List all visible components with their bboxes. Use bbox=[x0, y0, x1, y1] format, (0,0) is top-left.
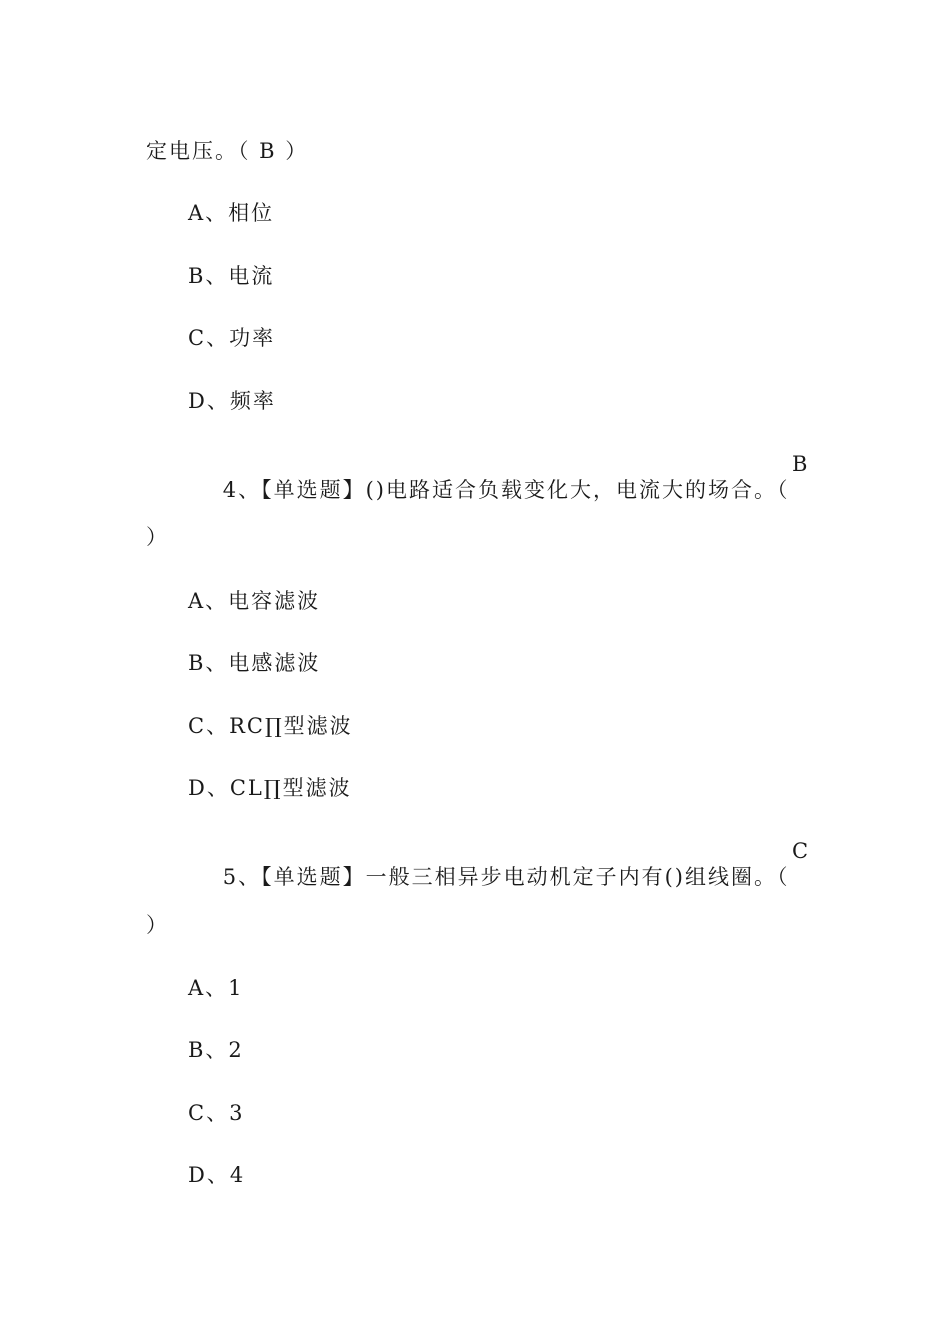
q5-option-b: B、2 bbox=[188, 1038, 244, 1062]
q4-closing-paren: ） bbox=[146, 525, 169, 549]
q4-option-c: C、RC∏型滤波 bbox=[188, 714, 353, 738]
q4-answer: B bbox=[792, 452, 810, 476]
q4-number: 4、 bbox=[222, 478, 262, 502]
q5-number: 5、 bbox=[222, 865, 262, 889]
q3-option-d: D、频率 bbox=[188, 389, 276, 413]
q3-option-c: C、功率 bbox=[188, 326, 276, 350]
q3-option-b: B、电流 bbox=[188, 264, 275, 288]
q5-type-tag: 【单选题】 bbox=[261, 865, 366, 889]
q5-option-c: C、3 bbox=[188, 1101, 245, 1125]
q4-option-a: A、电容滤波 bbox=[188, 589, 321, 613]
q4-stem-text: ()电路适合负载变化大，电流大的场合。（ bbox=[365, 478, 790, 502]
q3-stem-continuation: 定电压。（ B ） bbox=[146, 139, 309, 163]
q5-answer: C bbox=[792, 839, 811, 863]
q4-stem bbox=[188, 451, 789, 529]
q5-closing-paren: ） bbox=[146, 913, 169, 937]
q4-option-b: B、电感滤波 bbox=[188, 651, 321, 675]
q5-option-a: A、1 bbox=[188, 976, 244, 1000]
q5-option-d: D、4 bbox=[188, 1163, 246, 1187]
q5-stem-text: 一般三相异步电动机定子内有()组线圈。（ bbox=[365, 865, 790, 889]
q5-stem bbox=[188, 838, 789, 916]
q4-type-tag: 【单选题】 bbox=[261, 478, 366, 502]
q3-option-a: A、相位 bbox=[188, 201, 275, 225]
q4-option-d: D、CL∏型滤波 bbox=[188, 776, 352, 800]
